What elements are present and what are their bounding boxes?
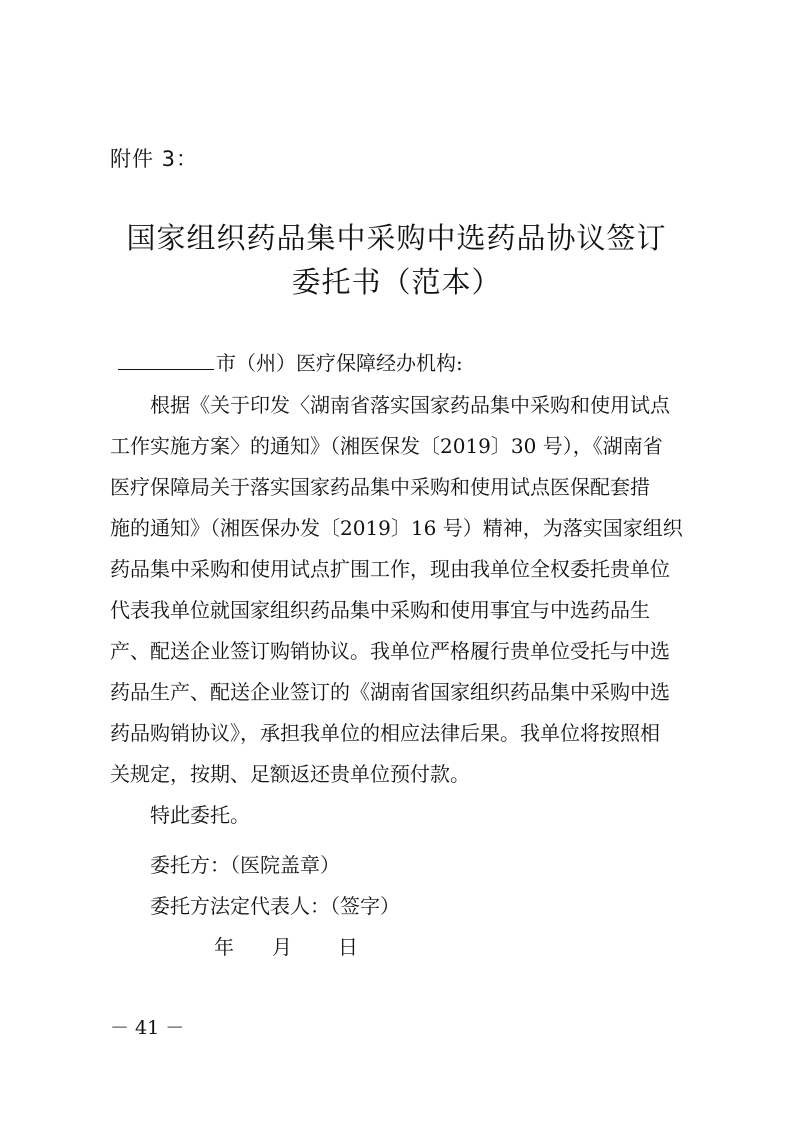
body-line: 医疗保障局关于落实国家药品集中采购和使用试点医保配套措 — [110, 475, 650, 499]
attachment-label: 附件 3： — [110, 147, 199, 171]
body-line: 代表我单位就国家组织药品集中采购和使用事宜与中选药品生 — [110, 598, 650, 622]
document-title-line-2: 委托书（范本） — [291, 265, 502, 299]
page-number: － 41 － — [110, 1017, 185, 1039]
body-line: 关规定，按期、足额返还贵单位预付款。 — [110, 762, 470, 786]
body-line: 产、配送企业签订购销协议。我单位严格履行贵单位受托与中选 — [110, 639, 670, 663]
body-line: 药品生产、配送企业签订的《湖南省国家组织药品集中采购中选 — [110, 680, 670, 704]
body-line: 施的通知》（湘医保办发〔2019〕16 号）精神，为落实国家组织 — [110, 516, 683, 540]
legal-representative-line: 委托方法定代表人：（签字） — [150, 894, 400, 918]
closing-statement: 特此委托。 — [150, 803, 250, 827]
body-line: 根据《关于印发〈湖南省落实国家药品集中采购和使用试点 — [150, 393, 670, 417]
body-line: 药品购销协议》，承担我单位的相应法律后果。我单位将按照相 — [110, 721, 660, 745]
addressee-line — [118, 347, 463, 376]
document-title-line-1: 国家组织药品集中采购中选药品协议签订 — [126, 221, 667, 255]
date-day-label: 日 — [338, 935, 358, 959]
addressee-text: 市（州）医疗保障经办机构: — [216, 351, 463, 375]
body-line: 药品集中采购和使用试点扩围工作，现由我单位全权委托贵单位 — [110, 557, 670, 581]
date-year-label: 年 — [214, 935, 234, 959]
body-line: 工作实施方案〉的通知》（湘医保发〔2019〕30 号），《湖南省 — [110, 434, 663, 458]
blank-fill-line — [118, 349, 214, 370]
entrusting-party-line: 委托方：（医院盖章） — [150, 853, 340, 877]
date-month-label: 月 — [272, 935, 292, 959]
